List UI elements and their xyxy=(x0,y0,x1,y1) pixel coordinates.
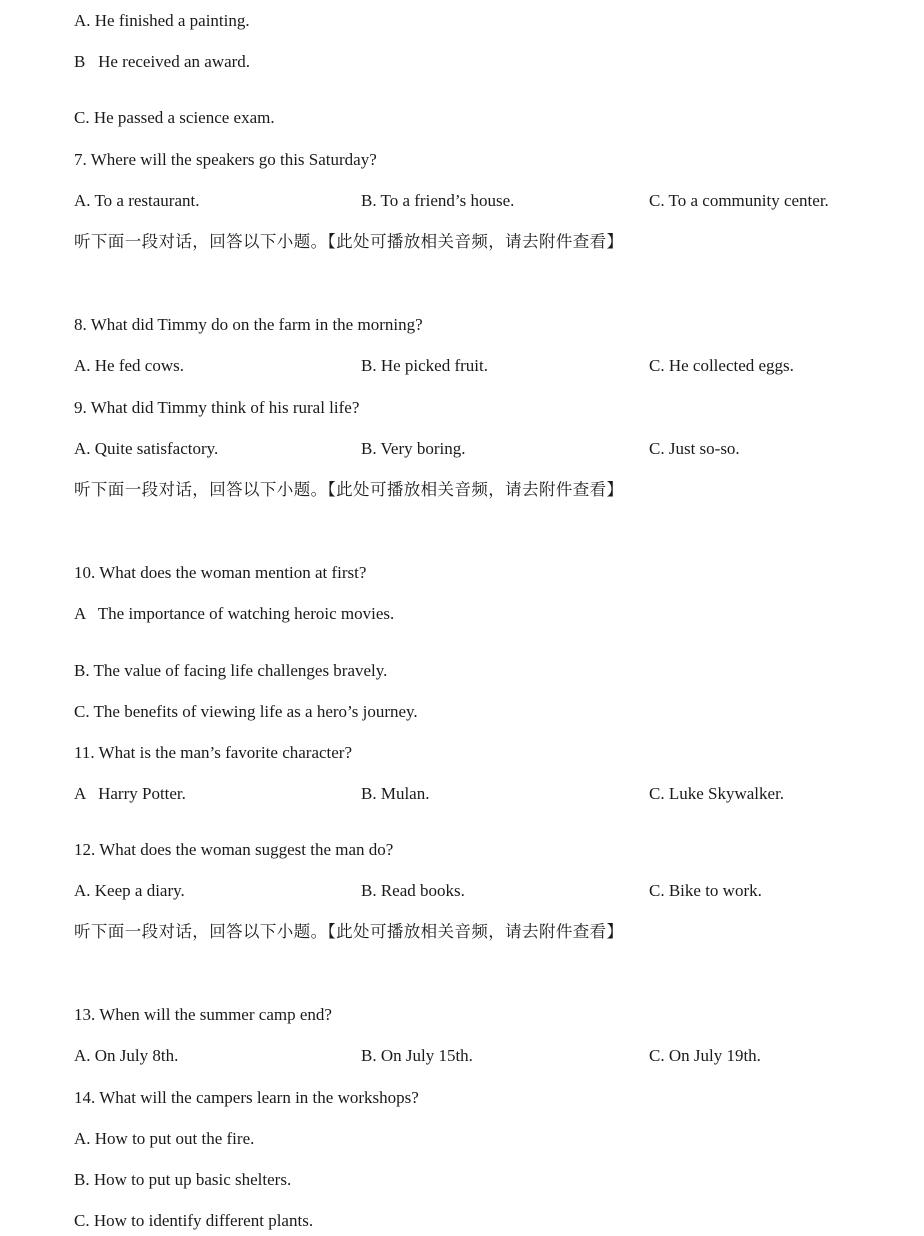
listening-instruction: 听下面一段对话，回答以下小题。【此处可播放相关音频，请去附件查看】 xyxy=(74,480,624,499)
q14-option-a: A. How to put out the fire. xyxy=(74,1129,255,1148)
q13-option-b: B. On July 15th. xyxy=(361,1046,473,1065)
q14-question: 14. What will the campers learn in the workshops? xyxy=(74,1088,419,1107)
q12-option-a: A. Keep a diary. xyxy=(74,881,185,900)
q12-option-b: B. Read books. xyxy=(361,881,465,900)
q7-question: 7. Where will the speakers go this Saturday? xyxy=(74,150,377,169)
q11-option-c: C. Luke Skywalker. xyxy=(649,784,785,803)
q10-question: 10. What does the woman mention at first? xyxy=(74,563,367,582)
listening-instruction: 听下面一段对话，回答以下小题。【此处可播放相关音频，请去附件查看】 xyxy=(74,922,624,941)
q7-option-c: C. To a community center. xyxy=(649,191,829,210)
q14-option-b: B. How to put up basic shelters. xyxy=(74,1170,292,1189)
q8-option-c: C. He collected eggs. xyxy=(649,356,794,375)
q9-option-b: B. Very boring. xyxy=(361,439,466,458)
q9-option-c: C. Just so-so. xyxy=(649,439,740,458)
q8-question: 8. What did Timmy do on the farm in the morning? xyxy=(74,315,423,334)
q7-option-a: A. To a restaurant. xyxy=(74,191,200,210)
q10-option-b: B. The value of facing life challenges bravely. xyxy=(74,661,388,680)
q12-question: 12. What does the woman suggest the man do? xyxy=(74,840,394,859)
q14-option-c: C. How to identify different plants. xyxy=(74,1211,314,1230)
q9-option-a: A. Quite satisfactory. xyxy=(74,439,219,458)
q7-option-b: B. To a friend’s house. xyxy=(361,191,515,210)
q10-option-c: C. The benefits of viewing life as a hero’s journey. xyxy=(74,702,418,721)
q11-option-b: B. Mulan. xyxy=(361,784,430,803)
q8-option-b: B. He picked fruit. xyxy=(361,356,488,375)
q11-option-a: A Harry Potter. xyxy=(74,784,186,803)
q10-option-a: A The importance of watching heroic movies. xyxy=(74,604,395,623)
q9-question: 9. What did Timmy think of his rural life? xyxy=(74,398,360,417)
q13-option-c: C. On July 19th. xyxy=(649,1046,761,1065)
q6-option-b: B He received an award. xyxy=(74,52,251,71)
q13-option-a: A. On July 8th. xyxy=(74,1046,179,1065)
q6-option-c: C. He passed a science exam. xyxy=(74,108,275,127)
q12-option-c: C. Bike to work. xyxy=(649,881,762,900)
q11-question: 11. What is the man’s favorite character? xyxy=(74,743,353,762)
q8-option-a: A. He fed cows. xyxy=(74,356,184,375)
q6-option-a: A. He finished a painting. xyxy=(74,11,250,30)
listening-instruction: 听下面一段对话，回答以下小题。【此处可播放相关音频，请去附件查看】 xyxy=(74,232,624,251)
q13-question: 13. When will the summer camp end? xyxy=(74,1005,332,1024)
